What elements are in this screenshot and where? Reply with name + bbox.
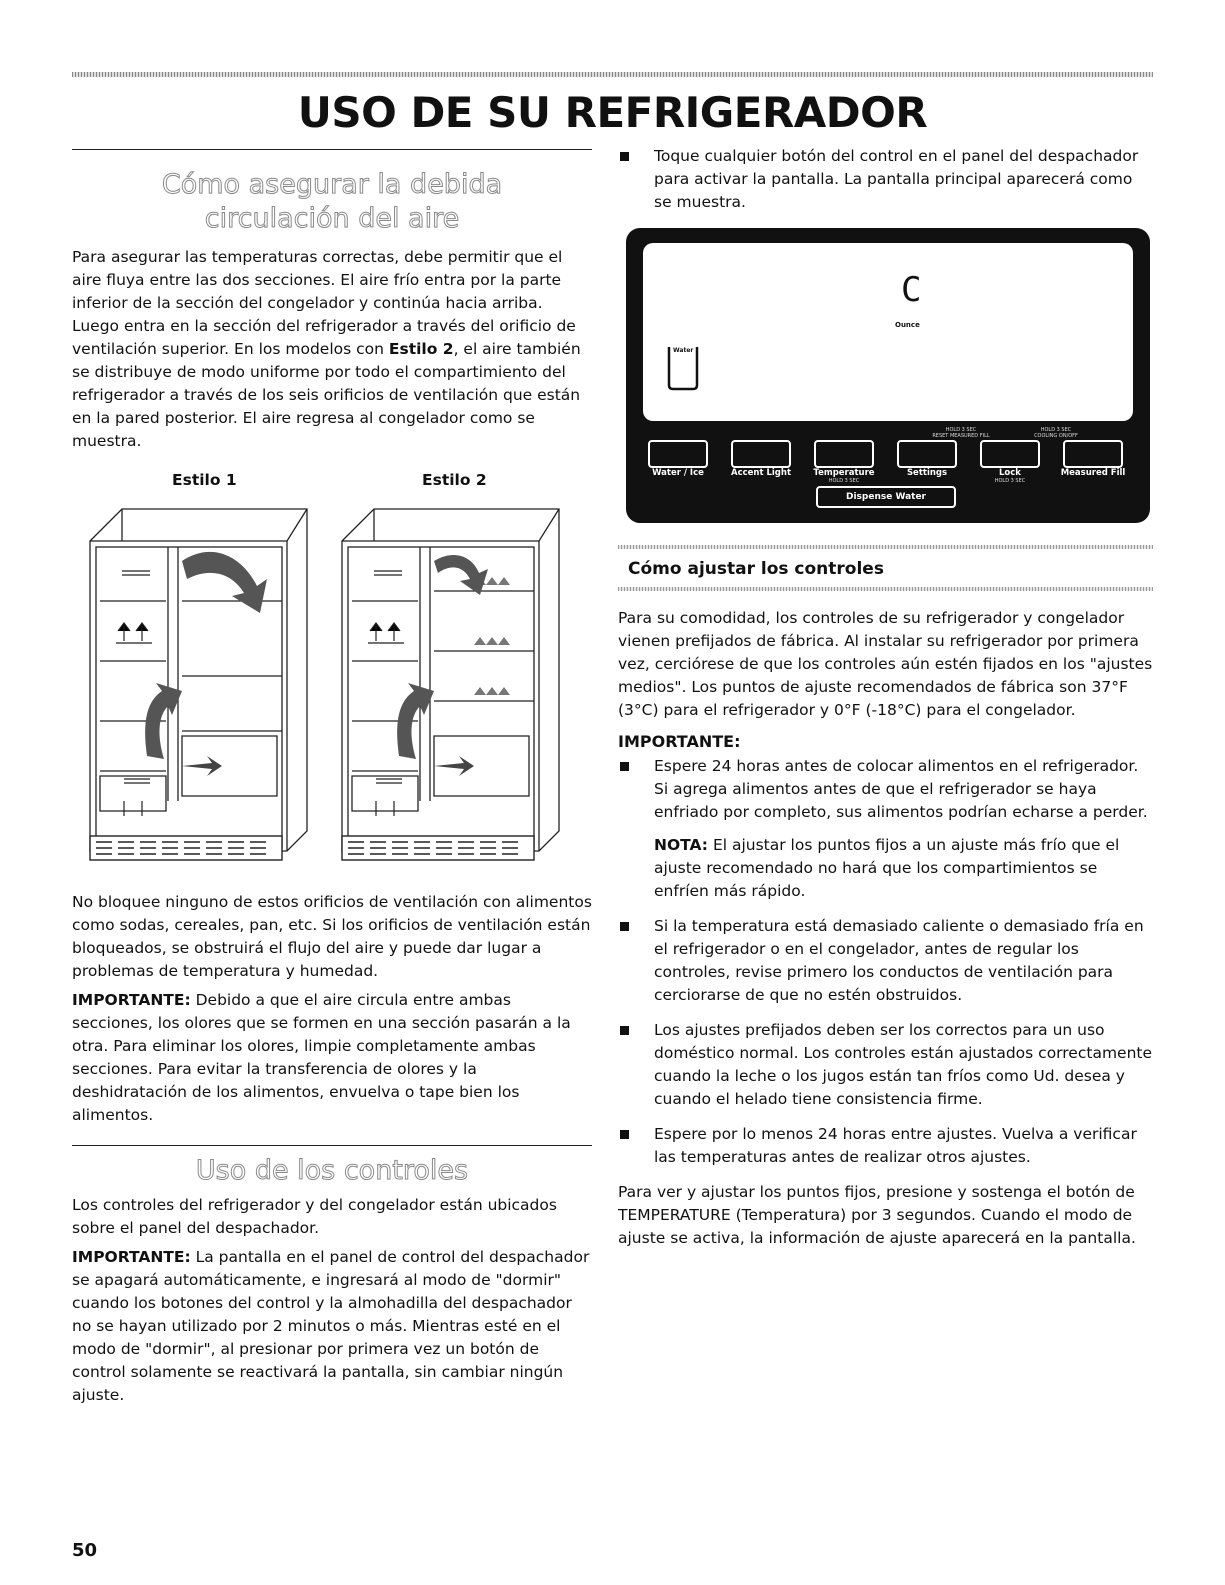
page-title: USO DE SU REFRIGERADOR: [297, 88, 928, 137]
settings-label: Settings: [906, 468, 948, 478]
temperature-hold-label: HOLD 3 SEC: [828, 478, 860, 484]
settings-button[interactable]: [897, 440, 957, 468]
water-ice-button[interactable]: [648, 440, 708, 468]
bullet-item: Espere por lo menos 24 horas entre ajustes. Vuelva a verificar las temperaturas antes de realizar otros ajustes.: [618, 1123, 1153, 1169]
display-screen: [643, 243, 1133, 421]
bullet-item: Si la temperatura está demasiado caliente o demasiado fría en el refrigerador o en el congelador, antes de regular los controles, revise primero los conductos de ventilación para cerciorarse de que no estén obstruidos.: [618, 915, 1153, 1007]
bullet-square-icon: [620, 1026, 629, 1035]
section-rule: [72, 1145, 592, 1146]
section-heading-air-circulation: Cómo asegurar la debida circulación del aire: [161, 169, 503, 234]
bullet-item: Los ajustes prefijados deben ser los correctos para un uso doméstico normal. Los controles están ajustados correctamente cuando la leche o los jugos están tan fríos como Ud. desea y cuando el helado tiene consistencia firme.: [618, 1019, 1153, 1111]
left-column: [72, 140, 592, 1407]
temperature-label: Temperature: [813, 468, 875, 478]
bullet-item: Toque cualquier botón del control en el panel del despachador para activar la pantalla. La pantalla principal aparecerá como se muestra.: [618, 145, 1153, 214]
refrigerator-diagram-style2: [334, 501, 564, 861]
bullet-item: Espere 24 horas antes de colocar alimentos en el refrigerador. Si agrega alimentos antes de que el refrigerador se haya enfriado por completo, sus alimentos podrían echarse a perder.: [618, 755, 1153, 824]
right-column: [618, 140, 1153, 1250]
bullet-square-icon: [620, 762, 629, 771]
bullet-square-icon: [620, 152, 629, 161]
measured-fill-button[interactable]: [1063, 440, 1123, 468]
bullet-square-icon: [620, 1130, 629, 1139]
subsection-title: Cómo ajustar los controles: [628, 559, 884, 579]
lock-hold-label: HOLD 3 SEC: [994, 478, 1026, 484]
accent-light-button[interactable]: [731, 440, 791, 468]
paragraph: Para su comodidad, los controles de su refrigerador y congelador vienen prefijados de fábrica. Al instalar su refrigerador por primera vez, cerciórese de que los controles aún estén fijados en los "ajustes medios". Los puntos de ajuste recomendados de fábrica son 37°F (3°C) para el refrigerador y 0°F (-18°C) para el congelador.: [618, 609, 1153, 719]
lock-button[interactable]: [980, 440, 1040, 468]
section-heading-controls: Uso de los controles: [195, 1155, 469, 1186]
paragraph: Para ver y ajustar los puntos fijos, presione y sostenga el botón de TEMPERATURE (Temperatura) por 3 segundos. Cuando el modo de ajuste se activa, la información de ajuste aparecerá en la pantalla.: [618, 1183, 1136, 1247]
dispenser-control-panel: [626, 228, 1150, 523]
refrigerator-diagram-style1: [82, 501, 312, 861]
water-label: Water: [673, 347, 694, 354]
paragraph: IMPORTANTE: La pantalla en el panel de control del despachador se apagará automáticamente, e ingresará al modo de "dormir" cuando los botones del control y la almohadilla del despachador no se hayan utilizado por 2 minutos o más. Mientras esté en el modo de "dormir", al presionar por primera vez un botón de control solamente se reactivará la pantalla, sin cambiar ningún ajuste.: [72, 1248, 590, 1404]
paragraph: No bloquee ninguno de estos orificios de ventilación con alimentos como sodas, cereales, pan, etc. Si los orificios de ventilación están bloqueados, se obstruirá el flujo del aire y puede dar lugar a problemas de temperatura y humedad.: [72, 893, 592, 980]
accent-light-label: Accent Light: [730, 468, 792, 478]
hold-reset-label: HOLD 3 SEC RESET MEASURED FILL: [932, 427, 990, 439]
bullet-square-icon: [620, 922, 629, 931]
important-label: IMPORTANTE:: [618, 732, 741, 751]
page-number: 50: [72, 1540, 98, 1561]
top-rule: [72, 72, 1153, 77]
hold-cooling-label: HOLD 3 SEC COOLING ON/OFF: [1034, 427, 1078, 439]
lock-label: Lock: [999, 468, 1021, 478]
section-rule: [72, 149, 592, 150]
subsection-header: [618, 545, 1153, 591]
paragraph: Para asegurar las temperaturas correctas, debe permitir que el aire fluya entre las dos secciones. El aire frío entra por la parte inferior de la sección del congelador y continúa hacia arriba. Luego entra en la sección del refrigerador a través del orificio de ventilación superior. En los modelos con Estilo 2, el aire también se distribuye de modo uniforme por todo el compartimiento del refrigerador a través de los seis orificios de ventilación que están en la pared posterior. El aire regresa al congelador como se muestra.: [72, 248, 581, 450]
dotted-rule: [618, 587, 1153, 591]
paragraph: IMPORTANTE: Debido a que el aire circula entre ambas secciones, los olores que se formen en una sección pasarán a la otra. Para eliminar los olores, limpie completamente ambas secciones. Para evitar la transferencia de olores y la deshidratación de los alimentos, envuelva o tape bien los alimentos.: [72, 991, 571, 1124]
measured-fill-label: Measured Fill: [1060, 468, 1126, 478]
figure-label-style1: Estilo 1: [172, 471, 237, 489]
paragraph: Los controles del refrigerador y del congelador están ubicados sobre el panel del despachador.: [72, 1196, 557, 1237]
water-ice-label: Water / Ice: [652, 468, 704, 478]
temperature-button[interactable]: [814, 440, 874, 468]
ounce-label: Ounce: [895, 321, 920, 329]
note-paragraph: NOTA: El ajustar los puntos fijos a un ajuste más frío que el ajuste recomendado no hará que los compartimientos se enfríen más rápido.: [654, 836, 1120, 900]
ounce-digit-display: C: [901, 270, 924, 310]
water-cup-icon: [665, 341, 701, 391]
airflow-figures: [72, 471, 592, 891]
dispense-water-button[interactable]: Dispense Water: [816, 486, 956, 508]
figure-label-style2: Estilo 2: [422, 471, 487, 489]
